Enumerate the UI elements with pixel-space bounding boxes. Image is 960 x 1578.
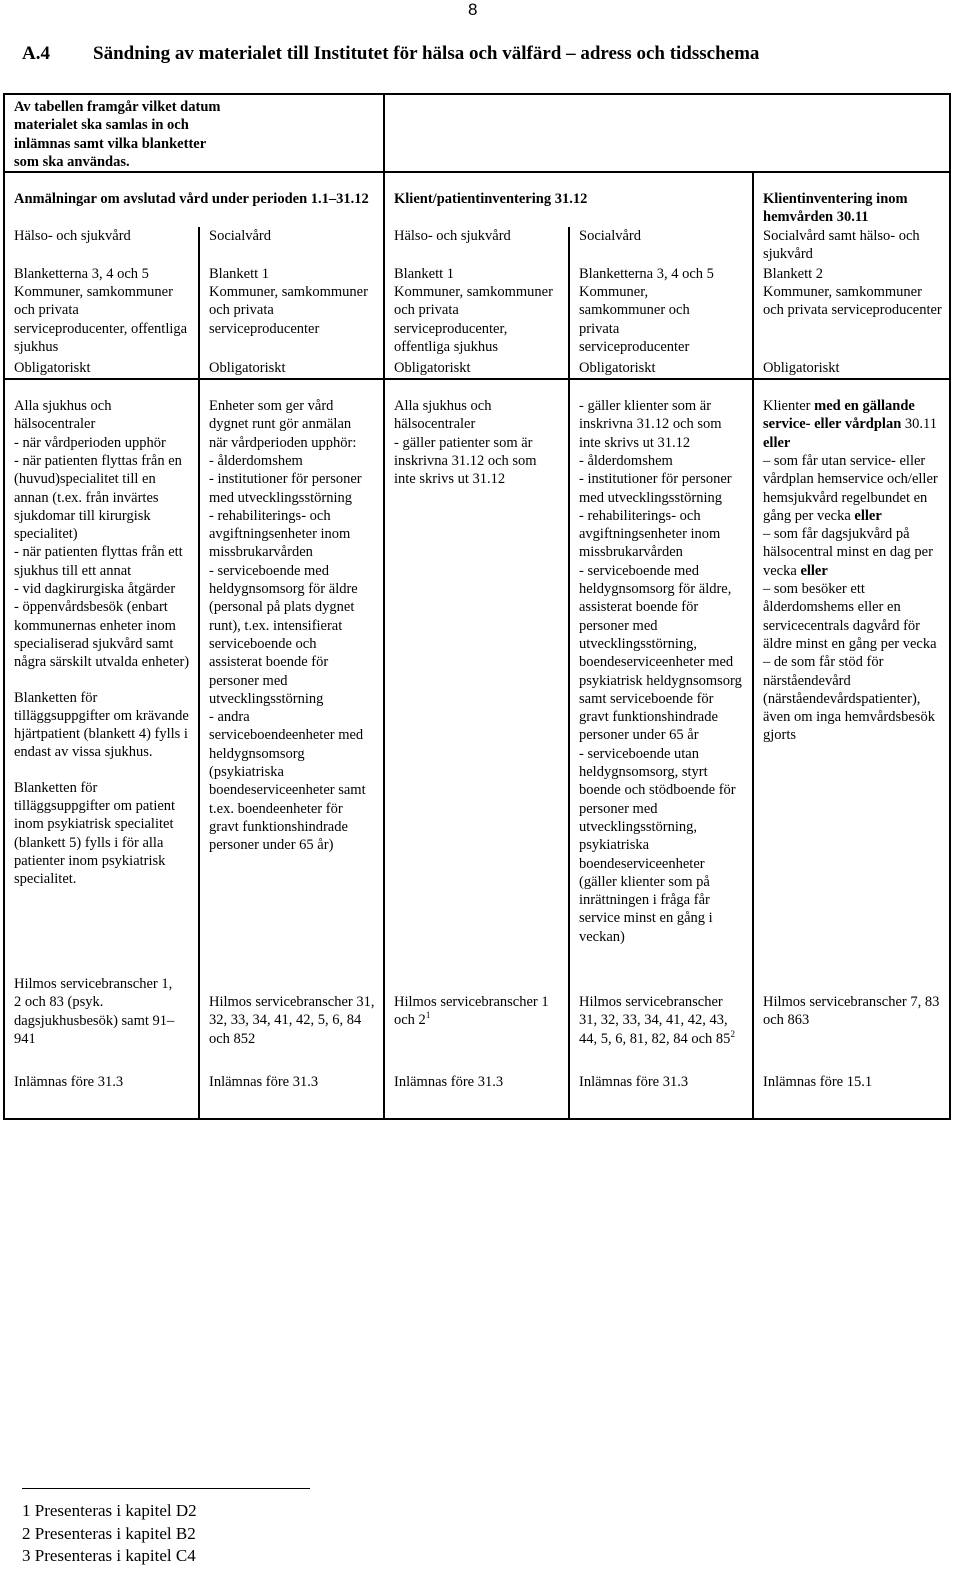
form-row bbox=[4, 265, 950, 283]
scope-line: Alla sjukhus och hälsocentraler bbox=[394, 398, 492, 433]
scope-line: - när patienten flyttas från ett sjukhus till ett annat bbox=[14, 544, 183, 579]
respondent-row bbox=[4, 283, 950, 359]
scope-line: - vid dagkirurgiska åtgärder bbox=[14, 581, 176, 598]
hilmos-row bbox=[4, 975, 950, 1061]
scope-line: Klienter med en gällande service- eller vårdplan 30.11 eller bbox=[763, 398, 937, 451]
scope-line: - när patienten flyttas från en (huvud)specialitet till en annan (t.ex. från invärtes sjukdomar till kirurgisk specialitet) bbox=[14, 452, 182, 543]
group-header-row bbox=[4, 172, 950, 227]
deadline-cell: Inlämnas före 31.3 bbox=[199, 1061, 384, 1119]
scope-line: - andra serviceboendeenheter med heldygnsomsorg (psykiatriska boendeserviceenheter samt t.ex. boendeenheter för gravt funktionshindrade personer under 65 år) bbox=[209, 709, 366, 854]
intro-text: Av tabellen framgår vilket datum materialet ska samlas in och inlämnas samt vilka blanketter som ska användas. bbox=[4, 94, 384, 172]
scope-cell-discharge-social bbox=[199, 379, 384, 975]
form-cell: Blankett 1 bbox=[384, 265, 569, 283]
intro-row bbox=[4, 94, 950, 172]
footnote-marker: 1 bbox=[425, 1010, 431, 1021]
scope-line: - rehabiliterings- och avgiftningsenheter inom missbrukarvården bbox=[579, 507, 721, 561]
scope-line: – som besöker ett ålderdomshems eller en servicecentrals dagvård för äldre minst en gång per vecka bbox=[763, 581, 937, 652]
respondent-cell: Kommuner, samkommuner och privata serviceproducenter bbox=[569, 283, 753, 359]
group-header-homecare: Klientinventering inom hemvården 30.11 bbox=[753, 172, 950, 227]
form-cell: Blanketterna 3, 4 och 5 bbox=[569, 265, 753, 283]
scope-line: Alla sjukhus och hälsocentraler bbox=[14, 398, 112, 433]
scope-line: - serviceboende utan heldygnsomsorg, styrt boende och stödboende för personer med utvecklingsstörning, psykiatriska boendeserviceenheter (gäller klienter som på inrättningen i fråga får service minst en gång i veckan) bbox=[579, 745, 736, 945]
footnotes bbox=[22, 1500, 197, 1568]
obligation-row bbox=[4, 359, 950, 379]
deadline-cell: Inlämnas före 15.1 bbox=[753, 1061, 950, 1119]
scope-line: - institutioner för personer med utvecklingsstörning bbox=[579, 471, 732, 506]
form-cell: Blanketterna 3, 4 och 5 bbox=[4, 265, 199, 283]
scope-line: - gäller patienter som är inskrivna 31.12 och som inte skrivs ut 31.12 bbox=[394, 434, 537, 488]
extra-form-note: Blanketten för tilläggsuppgifter om krävande hjärtpatient (blankett 4) fylls i endast av vissa sjukhus. bbox=[14, 689, 189, 761]
obligation-cell: Obligatoriskt bbox=[753, 359, 950, 379]
footnote: 3 Presenteras i kapitel C4 bbox=[22, 1546, 196, 1565]
obligation-cell: Obligatoriskt bbox=[569, 359, 753, 379]
respondent-cell: Kommuner, samkommuner och privata serviceproducenter bbox=[199, 283, 384, 359]
scope-line: - institutioner för personer med utvecklingsstörning bbox=[209, 471, 362, 506]
respondent-cell: Kommuner, samkommuner och privata serviceproducenter, offentliga sjukhus bbox=[4, 283, 199, 359]
intro-empty bbox=[384, 94, 950, 172]
group-header-inventory: Klient/patientinventering 31.12 bbox=[384, 172, 753, 227]
respondent-cell: Kommuner, samkommuner och privata serviceproducenter, offentliga sjukhus bbox=[384, 283, 569, 359]
deadline-cell: Inlämnas före 31.3 bbox=[4, 1061, 199, 1119]
scope-row bbox=[4, 379, 950, 975]
deadline-cell: Inlämnas före 31.3 bbox=[569, 1061, 753, 1119]
footnote: 1 Presenteras i kapitel D2 bbox=[22, 1501, 197, 1520]
deadline-row bbox=[4, 1061, 950, 1119]
group-header-discharge: Anmälningar om avslutad vård under perioden 1.1–31.12 bbox=[4, 172, 384, 227]
footnote-marker: 2 bbox=[730, 1028, 735, 1039]
sector-cell: Hälso- och sjukvård bbox=[384, 227, 569, 265]
obligation-cell: Obligatoriskt bbox=[199, 359, 384, 379]
section-title: Sändning av materialet till Institutet för hälsa och välfärd – adress och tidsschema bbox=[93, 43, 760, 64]
hilmos-cell: Hilmos servicebranscher 1, 2 och 83 (psyk. dagsjukhusbesök) samt 91–941 bbox=[4, 975, 199, 1061]
obligation-cell: Obligatoriskt bbox=[4, 359, 199, 379]
hilmos-cell: Hilmos servicebranscher 1 och $2^1$ bbox=[384, 975, 569, 1061]
scope-line: – som får dagsjukvård på hälsocentral minst en dag per vecka eller bbox=[763, 526, 933, 579]
scope-line: - serviceboende med heldygnsomsorg för äldre (personal på plats dygnet runt), t.ex. intensifierat serviceboende och assisterat boende för personer med utvecklingsstörning bbox=[209, 562, 358, 707]
sector-cell: Socialvård bbox=[569, 227, 753, 265]
scope-line: - ålderdomshem bbox=[579, 452, 673, 469]
form-cell: Blankett 1 bbox=[199, 265, 384, 283]
scope-cell-inventory-social bbox=[569, 379, 753, 975]
page-number: 8 bbox=[468, 0, 478, 19]
scope-line: Enheter som ger vård dygnet runt gör anmälan när vårdperioden upphör: bbox=[209, 398, 357, 451]
scope-line: - rehabiliterings- och avgiftningsenheter inom missbrukarvården bbox=[209, 507, 351, 561]
scope-line: - när vårdperioden upphör bbox=[14, 434, 166, 451]
scope-cell-homecare bbox=[753, 379, 950, 975]
footnote-divider bbox=[22, 1488, 310, 1489]
hilmos-cell: Hilmos servicebranscher 31, 32, 33, 34, 41, 42, 5, 6, 84 och 852 bbox=[199, 975, 384, 1061]
scope-line: - ålderdomshem bbox=[209, 452, 303, 469]
extra-form-note: Blanketten för tilläggsuppgifter om patient inom psykiatrisk specialitet (blankett 5) fylls i för alla patienter inom psykiatrisk specialitet. bbox=[14, 779, 176, 888]
form-cell: Blankett 2 bbox=[753, 265, 950, 283]
scope-cell-discharge-health bbox=[4, 379, 199, 975]
submission-schedule-table bbox=[3, 93, 951, 1120]
respondent-cell: Kommuner, samkommuner och privata serviceproducenter bbox=[753, 283, 950, 359]
hilmos-cell: Hilmos servicebranscher 7, 83 och 863 bbox=[753, 975, 950, 1061]
scope-line: - serviceboende med heldygnsomsorg för äldre, assisterat boende för personer med utvecklingsstörning, boendeserviceenheter med psykiatrisk heldygnsomsorg samt serviceboende för gravt funktionshindrade personer under 65 år bbox=[579, 562, 742, 744]
scope-line: - gäller klienter som är inskrivna 31.12 och som inte skrivs ut 31.12 bbox=[579, 398, 722, 451]
footnote: 2 Presenteras i kapitel B2 bbox=[22, 1523, 196, 1543]
deadline-cell: Inlämnas före 31.3 bbox=[384, 1061, 569, 1119]
scope-line: - öppenvårdsbesök (enbart kommunernas enheter inom specialiserad sjukvård samt några särskilt utvalda enheter) bbox=[14, 599, 190, 671]
scope-cell-inventory-health bbox=[384, 379, 569, 975]
sector-row bbox=[4, 227, 950, 265]
scope-line: – som får utan service- eller vårdplan hemservice och/eller hemsjukvård regelbundet en gång per vecka eller bbox=[763, 452, 938, 524]
scope-line: – de som får stöd för närståendevård (närståendevårdspatienter), även om inga hemvårdsbesök gjorts bbox=[763, 654, 935, 744]
sector-cell: Socialvård bbox=[199, 227, 384, 265]
sector-cell: Socialvård samt hälso- och sjukvård bbox=[753, 227, 950, 265]
sector-cell: Hälso- och sjukvård bbox=[4, 227, 199, 265]
section-heading bbox=[22, 43, 759, 65]
obligation-cell: Obligatoriskt bbox=[384, 359, 569, 379]
section-number: A.4 bbox=[22, 43, 50, 64]
hilmos-cell: Hilmos servicebranscher 31, 32, 33, 34, 41, 42, 43, 44, 5, 6, 81, 82, 84 och $85^2$ bbox=[569, 975, 753, 1061]
